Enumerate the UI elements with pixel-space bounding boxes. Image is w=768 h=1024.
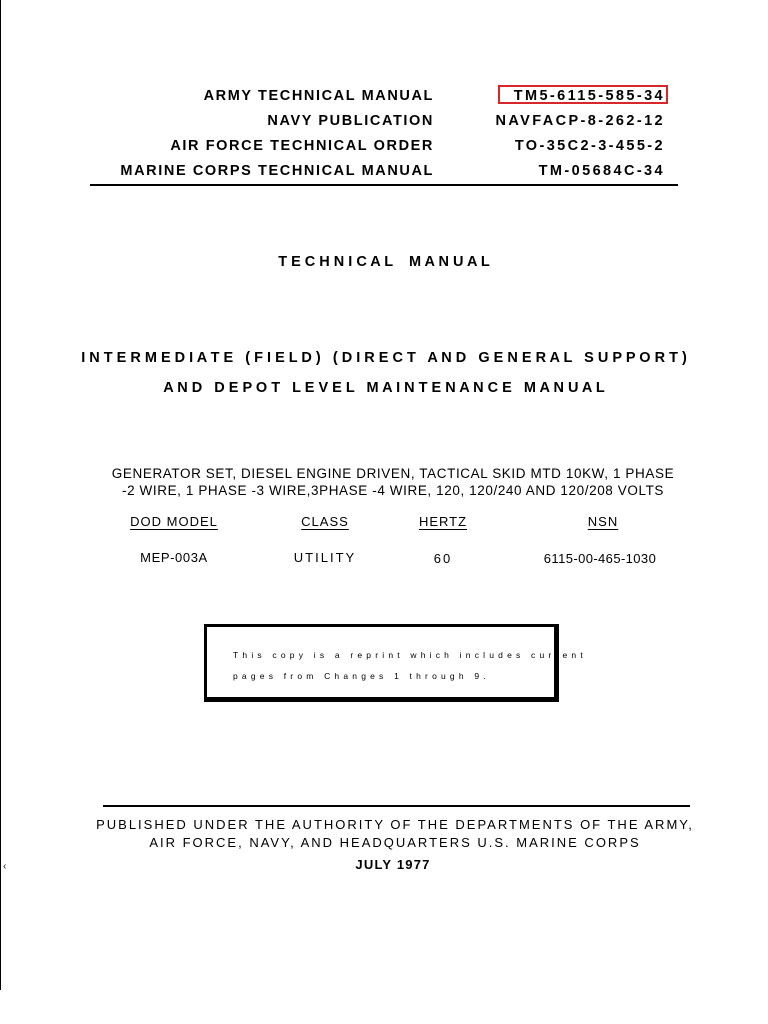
reprint-notice-line-1: This copy is a reprint which includes current [233, 650, 587, 660]
margin-mark: ‹ [3, 861, 7, 872]
equipment-description-line-1: GENERATOR SET, DIESEL ENGINE DRIVEN, TACTICAL SKID MTD 10KW, 1 PHASE [111, 466, 675, 481]
column-header-class: CLASS [301, 514, 349, 529]
reprint-notice-line-2: pages from Changes 1 through 9. [233, 671, 490, 681]
equipment-description-line-2: -2 WIRE, 1 PHASE -3 WIRE,3PHASE -4 WIRE, 120, 120/240 AND 120/208 VOLTS [121, 483, 665, 498]
value-hertz: 60 [433, 551, 453, 566]
document-type-title: T E C H N I C A L M A N U A L [278, 254, 490, 270]
authority-line-2: AIR FORCE, NAVY, AND HEADQUARTERS U.S. MARINE CORPS [149, 835, 641, 850]
header-publication-navy: NAVY PUBLICATION [267, 113, 434, 129]
value-nsn: 6115-00-465-1030 [543, 551, 657, 566]
value-class: UTILITY [293, 550, 357, 565]
header-number-army: TM5-6115-585-34 [513, 88, 665, 104]
manual-title-line-2: A N D D E P O T L E V E L M A I N T E N A N C E M A N U A L [163, 380, 605, 396]
header-publication-marines: MARINE CORPS TECHNICAL MANUAL [120, 163, 434, 179]
header-number-navy: NAVFACP-8-262-12 [495, 113, 665, 129]
header-divider [90, 184, 678, 186]
header-publication-airforce: AIR FORCE TECHNICAL ORDER [170, 138, 434, 154]
header-number-marines: TM-05684C-34 [538, 163, 665, 179]
header-publication-army: ARMY TECHNICAL MANUAL [203, 88, 434, 104]
column-header-nsn: NSN [587, 514, 619, 529]
authority-line-1: PUBLISHED UNDER THE AUTHORITY OF THE DEPARTMENTS OF THE ARMY, [96, 817, 694, 832]
header-number-airforce: TO-35C2-3-455-2 [514, 138, 665, 154]
manual-title-line-1: I N T E R M E D I A T E ( F I E L D ) ( D I R E C T A N D G E N E R A L S U P P O R T ) [81, 350, 687, 366]
column-header-dod-model: DOD MODEL [130, 514, 218, 529]
footer-divider [103, 805, 690, 807]
value-dod-model: MEP-003A [140, 550, 208, 565]
reprint-notice-box [204, 624, 559, 702]
column-header-hertz: HERTZ [418, 514, 468, 529]
publication-date: JULY 1977 [355, 857, 431, 872]
number-highlight-box [498, 85, 668, 104]
